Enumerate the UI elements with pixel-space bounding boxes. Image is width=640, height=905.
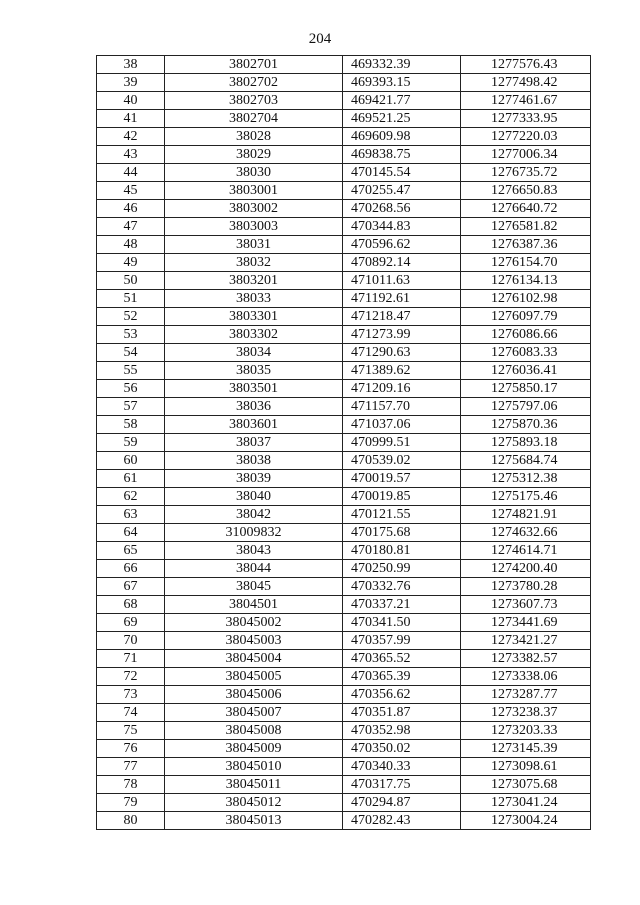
row-number-cell: 48: [97, 236, 165, 254]
point-id-cell: 38036: [165, 398, 343, 416]
table-row: [97, 704, 591, 722]
point-id-cell: 38037: [165, 434, 343, 452]
row-number-cell: 63: [97, 506, 165, 524]
table-row: [97, 812, 591, 830]
table-row: [97, 272, 591, 290]
point-id-cell: 38045004: [165, 650, 343, 668]
y-coordinate-cell: 1277498.42: [461, 74, 591, 92]
x-coordinate-cell: 470340.33: [343, 758, 461, 776]
point-id-cell: 3803302: [165, 326, 343, 344]
point-id-cell: 38030: [165, 164, 343, 182]
y-coordinate-cell: 1273098.61: [461, 758, 591, 776]
x-coordinate-cell: 470341.50: [343, 614, 461, 632]
y-coordinate-cell: 1275893.18: [461, 434, 591, 452]
row-number-cell: 76: [97, 740, 165, 758]
x-coordinate-cell: 470332.76: [343, 578, 461, 596]
point-id-cell: 38045008: [165, 722, 343, 740]
y-coordinate-cell: 1276134.13: [461, 272, 591, 290]
row-number-cell: 70: [97, 632, 165, 650]
x-coordinate-cell: 470255.47: [343, 182, 461, 200]
table-row: [97, 668, 591, 686]
point-id-cell: 38031: [165, 236, 343, 254]
table-row: [97, 326, 591, 344]
x-coordinate-cell: 471389.62: [343, 362, 461, 380]
row-number-cell: 79: [97, 794, 165, 812]
y-coordinate-cell: 1276581.82: [461, 218, 591, 236]
x-coordinate-cell: 471011.63: [343, 272, 461, 290]
table-row: [97, 578, 591, 596]
x-coordinate-cell: 470282.43: [343, 812, 461, 830]
point-id-cell: 38042: [165, 506, 343, 524]
x-coordinate-cell: 470356.62: [343, 686, 461, 704]
table-row: [97, 290, 591, 308]
y-coordinate-cell: 1275797.06: [461, 398, 591, 416]
table-row: [97, 632, 591, 650]
row-number-cell: 39: [97, 74, 165, 92]
row-number-cell: 47: [97, 218, 165, 236]
x-coordinate-cell: 470317.75: [343, 776, 461, 794]
y-coordinate-cell: 1275850.17: [461, 380, 591, 398]
x-coordinate-cell: 471037.06: [343, 416, 461, 434]
row-number-cell: 53: [97, 326, 165, 344]
y-coordinate-cell: 1273004.24: [461, 812, 591, 830]
row-number-cell: 59: [97, 434, 165, 452]
x-coordinate-cell: 470145.54: [343, 164, 461, 182]
y-coordinate-cell: 1273421.27: [461, 632, 591, 650]
row-number-cell: 69: [97, 614, 165, 632]
y-coordinate-cell: 1276650.83: [461, 182, 591, 200]
table-row: [97, 776, 591, 794]
y-coordinate-cell: 1273287.77: [461, 686, 591, 704]
x-coordinate-cell: 471209.16: [343, 380, 461, 398]
x-coordinate-cell: 470365.52: [343, 650, 461, 668]
y-coordinate-cell: 1276086.66: [461, 326, 591, 344]
x-coordinate-cell: 470350.02: [343, 740, 461, 758]
row-number-cell: 60: [97, 452, 165, 470]
y-coordinate-cell: 1273075.68: [461, 776, 591, 794]
row-number-cell: 65: [97, 542, 165, 560]
y-coordinate-cell: 1274632.66: [461, 524, 591, 542]
y-coordinate-cell: 1274200.40: [461, 560, 591, 578]
row-number-cell: 67: [97, 578, 165, 596]
table-row: [97, 164, 591, 182]
x-coordinate-cell: 470180.81: [343, 542, 461, 560]
table-row: [97, 74, 591, 92]
table-row: [97, 56, 591, 74]
point-id-cell: 3803003: [165, 218, 343, 236]
table-row: [97, 128, 591, 146]
row-number-cell: 66: [97, 560, 165, 578]
point-id-cell: 38045007: [165, 704, 343, 722]
point-id-cell: 38040: [165, 488, 343, 506]
row-number-cell: 71: [97, 650, 165, 668]
point-id-cell: 3803501: [165, 380, 343, 398]
y-coordinate-cell: 1277333.95: [461, 110, 591, 128]
point-id-cell: 3802702: [165, 74, 343, 92]
point-id-cell: 38045011: [165, 776, 343, 794]
table-row: [97, 308, 591, 326]
row-number-cell: 55: [97, 362, 165, 380]
table-row: [97, 794, 591, 812]
point-id-cell: 38039: [165, 470, 343, 488]
y-coordinate-cell: 1273238.37: [461, 704, 591, 722]
x-coordinate-cell: 470019.85: [343, 488, 461, 506]
row-number-cell: 57: [97, 398, 165, 416]
y-coordinate-cell: 1276735.72: [461, 164, 591, 182]
point-id-cell: 38045005: [165, 668, 343, 686]
row-number-cell: 52: [97, 308, 165, 326]
row-number-cell: 46: [97, 200, 165, 218]
x-coordinate-cell: 470365.39: [343, 668, 461, 686]
table-row: [97, 542, 591, 560]
point-id-cell: 38045006: [165, 686, 343, 704]
table-row: [97, 344, 591, 362]
table-row: [97, 434, 591, 452]
x-coordinate-cell: 469609.98: [343, 128, 461, 146]
y-coordinate-cell: 1274614.71: [461, 542, 591, 560]
x-coordinate-cell: 470019.57: [343, 470, 461, 488]
coordinates-table: [96, 55, 591, 830]
row-number-cell: 72: [97, 668, 165, 686]
point-id-cell: 38045009: [165, 740, 343, 758]
y-coordinate-cell: 1277220.03: [461, 128, 591, 146]
table-row: [97, 488, 591, 506]
table-row: [97, 686, 591, 704]
y-coordinate-cell: 1276083.33: [461, 344, 591, 362]
point-id-cell: 3803201: [165, 272, 343, 290]
y-coordinate-cell: 1276154.70: [461, 254, 591, 272]
x-coordinate-cell: 470539.02: [343, 452, 461, 470]
point-id-cell: 38038: [165, 452, 343, 470]
table-row: [97, 758, 591, 776]
x-coordinate-cell: 470892.14: [343, 254, 461, 272]
point-id-cell: 3802703: [165, 92, 343, 110]
point-id-cell: 3803301: [165, 308, 343, 326]
point-id-cell: 38044: [165, 560, 343, 578]
y-coordinate-cell: 1277006.34: [461, 146, 591, 164]
row-number-cell: 77: [97, 758, 165, 776]
x-coordinate-cell: 469421.77: [343, 92, 461, 110]
table-row: [97, 110, 591, 128]
table-row: [97, 452, 591, 470]
table-row: [97, 200, 591, 218]
row-number-cell: 40: [97, 92, 165, 110]
x-coordinate-cell: 470268.56: [343, 200, 461, 218]
row-number-cell: 74: [97, 704, 165, 722]
table-row: [97, 524, 591, 542]
table-row: [97, 146, 591, 164]
table-row: [97, 650, 591, 668]
row-number-cell: 58: [97, 416, 165, 434]
row-number-cell: 68: [97, 596, 165, 614]
table-row: [97, 416, 591, 434]
y-coordinate-cell: 1273041.24: [461, 794, 591, 812]
x-coordinate-cell: 470121.55: [343, 506, 461, 524]
point-id-cell: 38045: [165, 578, 343, 596]
point-id-cell: 38032: [165, 254, 343, 272]
table-row: [97, 506, 591, 524]
row-number-cell: 51: [97, 290, 165, 308]
row-number-cell: 73: [97, 686, 165, 704]
x-coordinate-cell: 470337.21: [343, 596, 461, 614]
x-coordinate-cell: 471192.61: [343, 290, 461, 308]
y-coordinate-cell: 1273338.06: [461, 668, 591, 686]
x-coordinate-cell: 471273.99: [343, 326, 461, 344]
point-id-cell: 3802704: [165, 110, 343, 128]
point-id-cell: 31009832: [165, 524, 343, 542]
point-id-cell: 38045012: [165, 794, 343, 812]
row-number-cell: 42: [97, 128, 165, 146]
row-number-cell: 61: [97, 470, 165, 488]
y-coordinate-cell: 1276387.36: [461, 236, 591, 254]
row-number-cell: 56: [97, 380, 165, 398]
table-row: [97, 596, 591, 614]
row-number-cell: 80: [97, 812, 165, 830]
y-coordinate-cell: 1277461.67: [461, 92, 591, 110]
y-coordinate-cell: 1273145.39: [461, 740, 591, 758]
x-coordinate-cell: 471218.47: [343, 308, 461, 326]
point-id-cell: 38045002: [165, 614, 343, 632]
table-row: [97, 722, 591, 740]
row-number-cell: 38: [97, 56, 165, 74]
point-id-cell: 38043: [165, 542, 343, 560]
point-id-cell: 38035: [165, 362, 343, 380]
row-number-cell: 44: [97, 164, 165, 182]
x-coordinate-cell: 470999.51: [343, 434, 461, 452]
table-row: [97, 92, 591, 110]
point-id-cell: 3803001: [165, 182, 343, 200]
y-coordinate-cell: 1276036.41: [461, 362, 591, 380]
row-number-cell: 45: [97, 182, 165, 200]
row-number-cell: 62: [97, 488, 165, 506]
x-coordinate-cell: 470344.83: [343, 218, 461, 236]
x-coordinate-cell: 469393.15: [343, 74, 461, 92]
x-coordinate-cell: 469838.75: [343, 146, 461, 164]
table-row: [97, 182, 591, 200]
page-number: 204: [308, 31, 332, 47]
point-id-cell: 38045003: [165, 632, 343, 650]
point-id-cell: 38033: [165, 290, 343, 308]
point-id-cell: 38045013: [165, 812, 343, 830]
y-coordinate-cell: 1275870.36: [461, 416, 591, 434]
point-id-cell: 38034: [165, 344, 343, 362]
x-coordinate-cell: 469332.39: [343, 56, 461, 74]
row-number-cell: 75: [97, 722, 165, 740]
row-number-cell: 43: [97, 146, 165, 164]
table-row: [97, 380, 591, 398]
table-row: [97, 470, 591, 488]
y-coordinate-cell: 1275312.38: [461, 470, 591, 488]
row-number-cell: 54: [97, 344, 165, 362]
table-row: [97, 398, 591, 416]
point-id-cell: 3802701: [165, 56, 343, 74]
y-coordinate-cell: 1273203.33: [461, 722, 591, 740]
table-row: [97, 614, 591, 632]
table-row: [97, 254, 591, 272]
y-coordinate-cell: 1276097.79: [461, 308, 591, 326]
x-coordinate-cell: 470352.98: [343, 722, 461, 740]
table-row: [97, 236, 591, 254]
table-row: [97, 362, 591, 380]
y-coordinate-cell: 1276102.98: [461, 290, 591, 308]
y-coordinate-cell: 1274821.91: [461, 506, 591, 524]
row-number-cell: 64: [97, 524, 165, 542]
x-coordinate-cell: 470175.68: [343, 524, 461, 542]
x-coordinate-cell: 469521.25: [343, 110, 461, 128]
x-coordinate-cell: 470250.99: [343, 560, 461, 578]
y-coordinate-cell: 1273441.69: [461, 614, 591, 632]
point-id-cell: 38028: [165, 128, 343, 146]
x-coordinate-cell: 471290.63: [343, 344, 461, 362]
x-coordinate-cell: 470357.99: [343, 632, 461, 650]
point-id-cell: 3803002: [165, 200, 343, 218]
row-number-cell: 41: [97, 110, 165, 128]
y-coordinate-cell: 1276640.72: [461, 200, 591, 218]
row-number-cell: 78: [97, 776, 165, 794]
y-coordinate-cell: 1275684.74: [461, 452, 591, 470]
table-row: [97, 560, 591, 578]
x-coordinate-cell: 471157.70: [343, 398, 461, 416]
point-id-cell: 3804501: [165, 596, 343, 614]
y-coordinate-cell: 1273382.57: [461, 650, 591, 668]
x-coordinate-cell: 470351.87: [343, 704, 461, 722]
x-coordinate-cell: 470596.62: [343, 236, 461, 254]
y-coordinate-cell: 1275175.46: [461, 488, 591, 506]
y-coordinate-cell: 1273607.73: [461, 596, 591, 614]
coordinates-table-body: [97, 56, 591, 830]
row-number-cell: 49: [97, 254, 165, 272]
table-row: [97, 218, 591, 236]
point-id-cell: 38045010: [165, 758, 343, 776]
x-coordinate-cell: 470294.87: [343, 794, 461, 812]
y-coordinate-cell: 1277576.43: [461, 56, 591, 74]
row-number-cell: 50: [97, 272, 165, 290]
y-coordinate-cell: 1273780.28: [461, 578, 591, 596]
point-id-cell: 38029: [165, 146, 343, 164]
table-row: [97, 740, 591, 758]
point-id-cell: 3803601: [165, 416, 343, 434]
